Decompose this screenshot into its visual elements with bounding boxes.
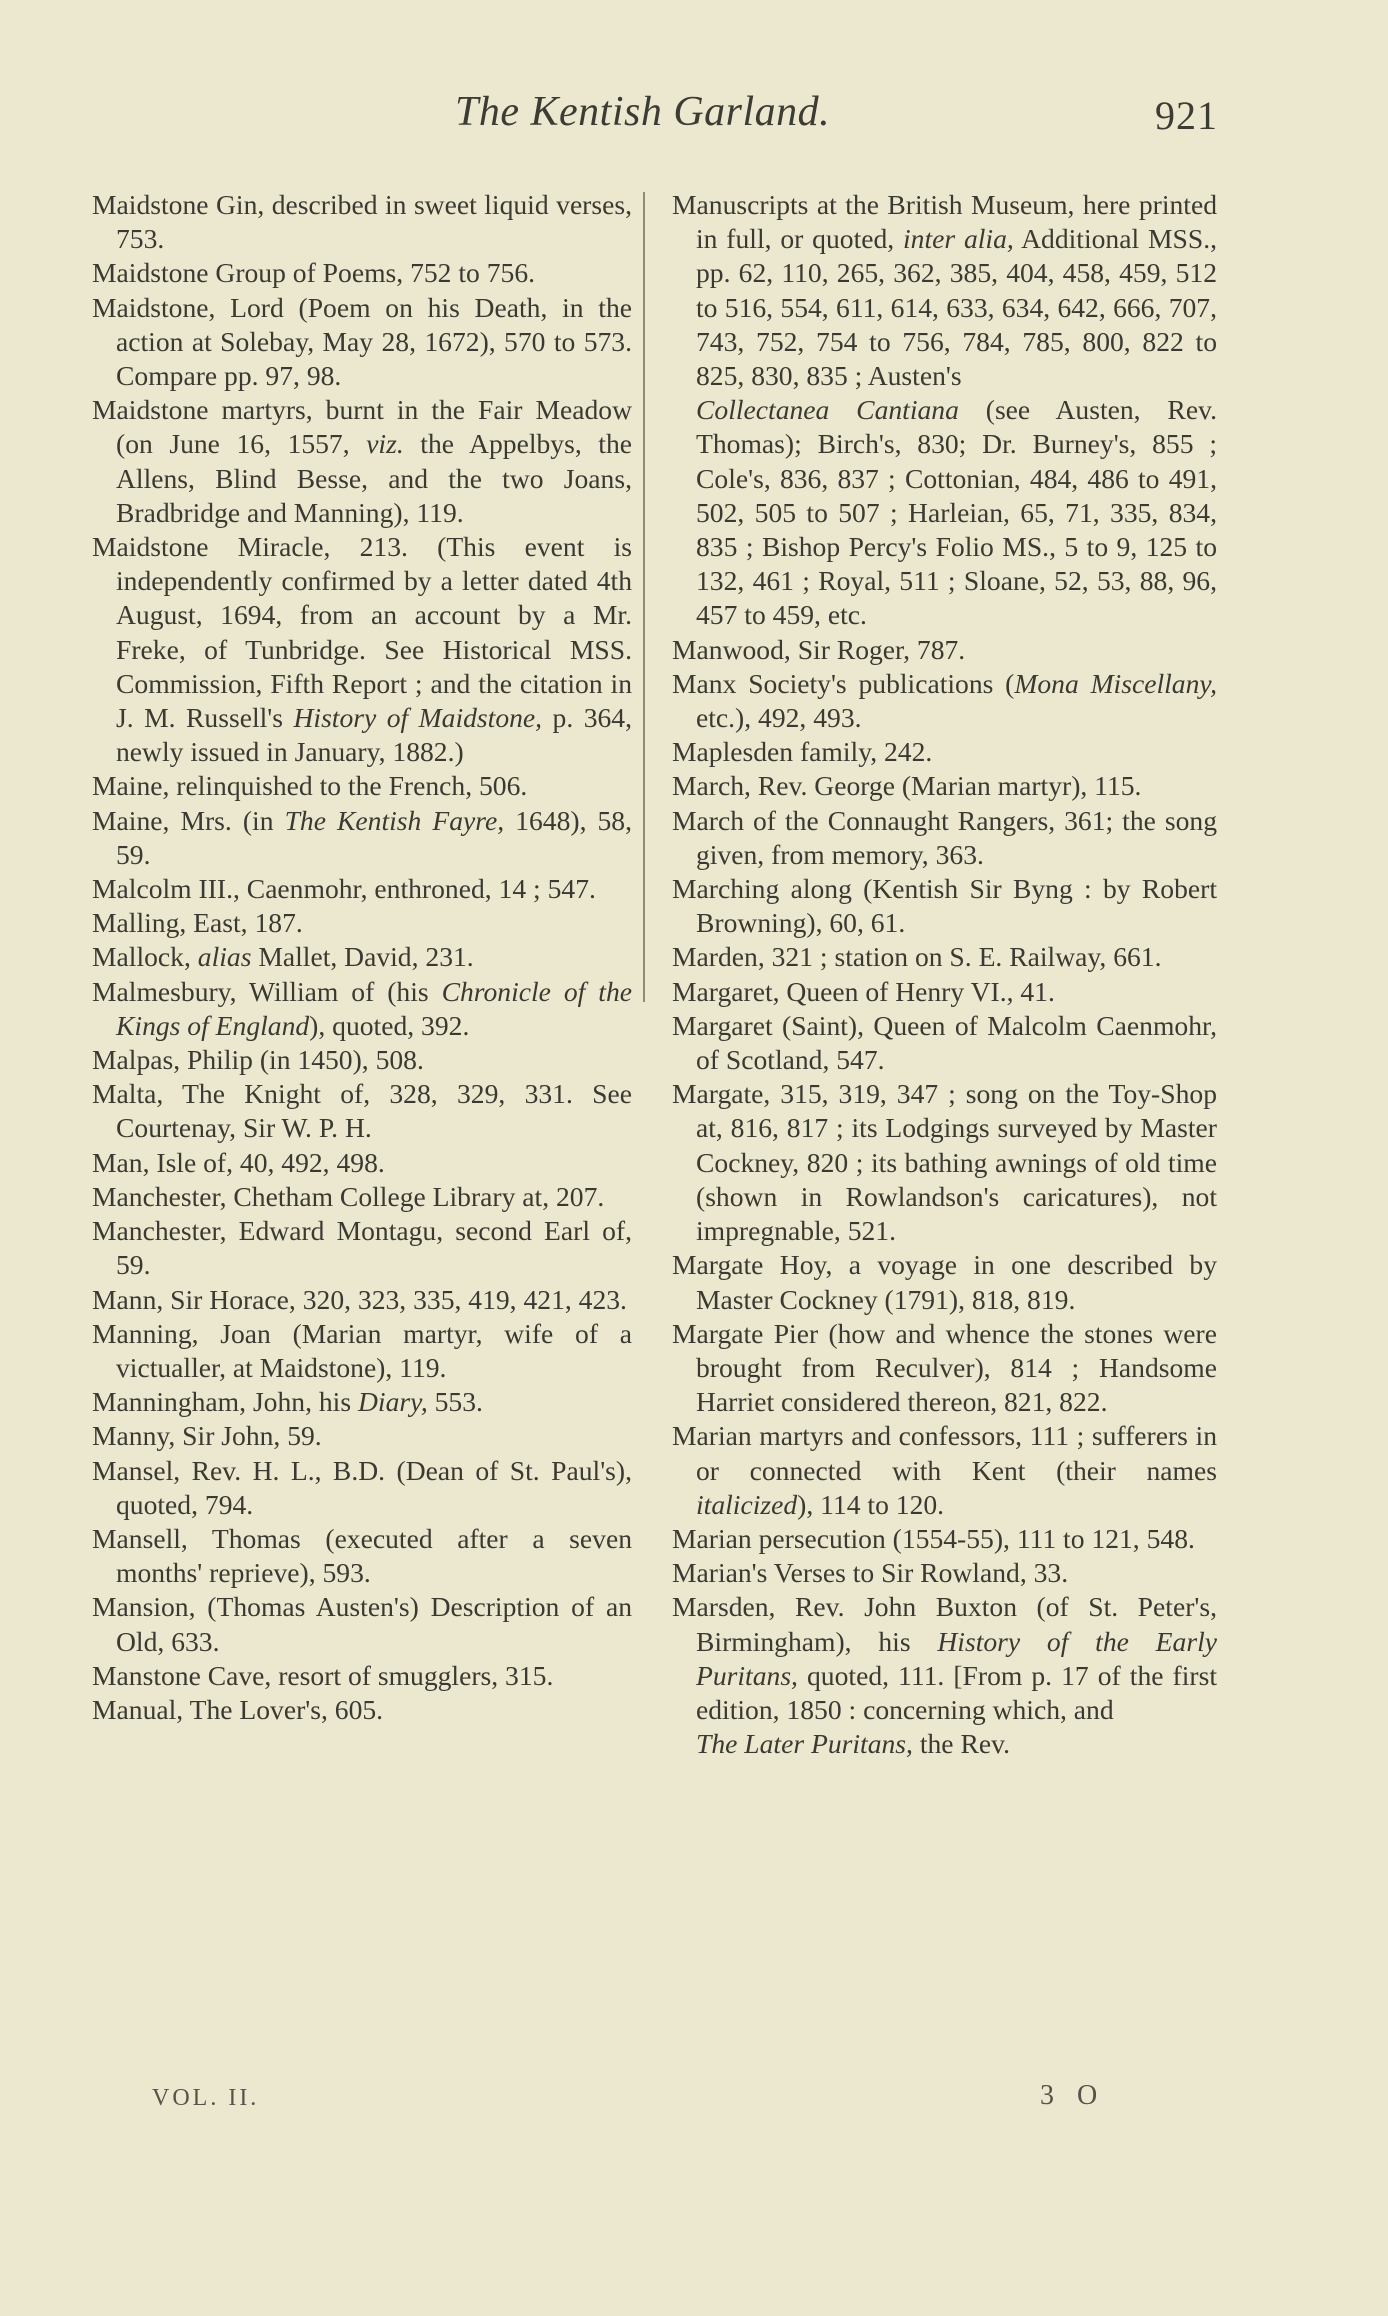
index-entry-text: the Appelbys, the Allens, Blind Besse, and the two Joans, Bradbridge and Manning), 119. — [116, 428, 632, 528]
index-entry-text: Manwood, Sir Roger, 787. — [672, 633, 966, 665]
index-entry-text: Marian martyrs and confessors, 111 ; sufferers in or connected with Kent (their names — [672, 1420, 1217, 1486]
index-entry — [92, 804, 632, 872]
index-entry-text: ), 114 to 120. — [797, 1488, 945, 1520]
index-entry — [92, 1590, 632, 1658]
index-entry — [672, 804, 1217, 872]
index-entry-italic: The Later Puritans, — [696, 1728, 913, 1760]
index-entry-text: (see Austen, Rev. Thomas); Birch's, 830; Dr. Burney's, 855 ; Cole's, 836, 837 ; Cottonian, 484, 486 to 491, 502, 505 to 507 ; Harleian, 65, 71, 335, 834, 835 ; Bishop Percy's Folio MS., 5 to 9, 125 to 132, 461 ; Royal, 511 ; Sloane, 52, 53, 88, 96, 457 to 459, etc. — [696, 394, 1217, 631]
index-entry — [672, 1077, 1217, 1248]
index-entry-italic: Diary, — [357, 1386, 428, 1418]
index-entry — [672, 1727, 1217, 1761]
index-entry-text: 553. — [427, 1386, 483, 1418]
index-entry-text: Manx Society's publications ( — [672, 667, 1015, 699]
index-entry — [672, 1556, 1217, 1590]
index-entry-text: Maidstone martyrs, burnt in the Fair Meadow (on June 16, 1557, — [92, 394, 632, 460]
index-entry-text: Malpas, Philip (in 1450), 508. — [92, 1044, 424, 1076]
index-entry-text: Margaret, Queen of Henry VI., 41. — [672, 975, 1055, 1007]
index-entry — [92, 1419, 632, 1453]
index-entry — [672, 667, 1217, 735]
index-entry-text: Mallock, — [92, 941, 198, 973]
index-entry — [92, 1283, 632, 1317]
index-entry-text: Maidstone Miracle, 213. (This event is independently confirmed by a letter dated 4th August, 1694, from an account by a Mr. Freke, of Tunbridge. See Historical MSS. Commission, Fifth Report ; and the citation in J. M. Russell's — [92, 531, 632, 734]
index-entry-italic: inter alia, — [903, 223, 1014, 255]
index-entry-text: Maplesden family, 242. — [672, 736, 933, 768]
index-entry-italic: History of Maidstone, — [293, 702, 543, 734]
index-entry — [672, 872, 1217, 940]
index-entry-text: Additional MSS., pp. 62, 110, 265, 362, 385, 404, 458, 459, 512 to 516, 554, 611, 614, 633, 634, 642, 666, 707, 743, 752, 754 to 756, 784, 785, 800, 822 to 825, 830, 835 ; Austen's — [696, 223, 1217, 392]
index-entry-text: Man, Isle of, 40, 492, 498. — [92, 1146, 385, 1178]
index-entry — [672, 393, 1217, 632]
index-entry — [672, 633, 1217, 667]
index-entry — [92, 1454, 632, 1522]
index-entry-text: Margate, 315, 319, 347 ; song on the Toy-Shop at, 816, 817 ; its Lodgings surveyed by Master Cockney, 820 ; its bathing awnings of old time (shown in Rowlandson's caricatures), not impregnable, 521. — [672, 1078, 1217, 1247]
index-column-right — [672, 188, 1217, 1761]
index-entry-text: Manuscripts at the British Museum, here printed in full, or quoted, — [672, 189, 1217, 255]
index-entry-text: etc.), 492, 493. — [696, 702, 862, 734]
index-entry — [672, 1522, 1217, 1556]
index-entry-text: Maine, Mrs. (in — [92, 804, 285, 836]
index-entry — [92, 1146, 632, 1180]
index-entry-text: Mansel, Rev. H. L., B.D. (Dean of St. Paul's), quoted, 794. — [92, 1454, 632, 1520]
index-entry-text: Malcolm III., Caenmohr, enthroned, 14 ; 547. — [92, 873, 596, 905]
index-entry-text: Manningham, John, his — [92, 1386, 358, 1418]
index-entry — [672, 940, 1217, 974]
index-entry-text: 1648), 58, 59. — [116, 804, 633, 870]
index-entry — [672, 1248, 1217, 1316]
index-entry-text: Mann, Sir Horace, 320, 323, 335, 419, 421, 423. — [92, 1283, 627, 1315]
index-entry-italic: Chronicle of the Kings of England — [116, 975, 633, 1041]
index-entry — [92, 1180, 632, 1214]
index-column-left — [92, 188, 632, 1727]
index-entry — [92, 188, 632, 256]
index-entry — [92, 872, 632, 906]
index-entry-text: Manual, The Lover's, 605. — [92, 1693, 384, 1725]
index-entry-text: quoted, 111. [From p. 17 of the first edition, 1850 : concerning which, and — [696, 1659, 1217, 1725]
index-entry-text: Mansion, (Thomas Austen's) Description of an Old, 633. — [92, 1591, 632, 1657]
index-entry — [672, 975, 1217, 1009]
index-entry — [672, 1009, 1217, 1077]
index-entry-text: Maidstone Group of Poems, 752 to 756. — [92, 257, 536, 289]
index-entry — [92, 1317, 632, 1385]
index-entry-text: Maidstone Gin, described in sweet liquid verses, 753. — [92, 189, 632, 255]
index-entry — [92, 1385, 632, 1419]
index-entry-text: March, Rev. George (Marian martyr), 115. — [672, 770, 1142, 802]
index-entry — [672, 769, 1217, 803]
index-entry — [92, 256, 632, 290]
index-entry-text: Margate Hoy, a voyage in one described by Master Cockney (1791), 818, 819. — [672, 1249, 1217, 1315]
index-entry-italic: The Kentish Fayre, — [284, 804, 505, 836]
index-entry-text: Manstone Cave, resort of smugglers, 315. — [92, 1659, 554, 1691]
index-entry — [92, 1214, 632, 1282]
footer-volume: VOL. II. — [152, 2085, 260, 2111]
index-entry — [92, 1043, 632, 1077]
index-entry-italic: History of the Early Puritans, — [696, 1625, 1217, 1691]
index-entry — [92, 530, 632, 769]
index-entry-italic: Mona Miscellany, — [1014, 667, 1217, 699]
index-entry-text: Marian's Verses to Sir Rowland, 33. — [672, 1557, 1069, 1589]
index-entry-text: Marching along (Kentish Sir Byng : by Robert Browning), 60, 61. — [672, 873, 1217, 939]
index-entry-text: Manchester, Chetham College Library at, 207. — [92, 1180, 605, 1212]
index-entry — [92, 906, 632, 940]
index-entry — [672, 735, 1217, 769]
index-entry-italic: alias — [197, 941, 252, 973]
index-entry-text: p. 364, newly issued in January, 1882.) — [116, 702, 632, 768]
index-entry — [672, 1419, 1217, 1522]
index-entry — [92, 1659, 632, 1693]
index-entry-text: Marian persecution (1554-55), 111 to 121, 548. — [672, 1522, 1195, 1554]
index-entry — [92, 393, 632, 530]
column-divider — [643, 192, 645, 1002]
index-entry — [92, 769, 632, 803]
index-entry — [92, 940, 632, 974]
index-entry-text: ), quoted, 392. — [309, 1009, 470, 1041]
index-entry — [672, 1590, 1217, 1727]
index-entry-text: Malmesbury, William of (his — [92, 975, 442, 1007]
index-entry-text: Margaret (Saint), Queen of Malcolm Caenmohr, of Scotland, 547. — [672, 1009, 1217, 1076]
index-entry — [92, 1693, 632, 1727]
printer-signature: 3 O — [1040, 2080, 1106, 2111]
index-entry-text: Malling, East, 187. — [92, 907, 303, 939]
index-entry — [92, 1077, 632, 1145]
index-entry-italic: Collectanea Cantiana — [696, 394, 959, 426]
index-entry-text: Manning, Joan (Marian martyr, wife of a victualler, at Maidstone), 119. — [92, 1317, 632, 1383]
index-entry-text: Manny, Sir John, 59. — [92, 1420, 322, 1452]
index-entry-italic: viz. — [366, 428, 404, 460]
page-number: 921 — [1155, 93, 1218, 138]
index-entry-italic: italicized — [696, 1488, 798, 1520]
index-entry-text: Malta, The Knight of, 328, 329, 331. See Courtenay, Sir W. P. H. — [92, 1078, 632, 1144]
page-header-title: The Kentish Garland. — [455, 89, 831, 135]
index-entry-text: March of the Connaught Rangers, 361; the song given, from memory, 363. — [672, 804, 1217, 870]
index-entry-text: Maine, relinquished to the French, 506. — [92, 770, 528, 802]
index-entry — [92, 975, 632, 1043]
index-entry-text: Marden, 321 ; station on S. E. Railway, 661. — [672, 941, 1162, 973]
index-entry-text: Maidstone, Lord (Poem on his Death, in the action at Solebay, May 28, 1672), 570 to 573. Compare pp. 97, 98. — [92, 291, 632, 392]
index-entry — [672, 1317, 1217, 1420]
index-entry — [92, 1522, 632, 1590]
index-entry-text: Manchester, Edward Montagu, second Earl of, 59. — [92, 1215, 632, 1281]
index-entry-text: the Rev. — [912, 1728, 1011, 1760]
index-entry-text: Mallet, David, 231. — [251, 941, 474, 973]
index-entry-text: Margate Pier (how and whence the stones were brought from Reculver), 814 ; Handsome Harriet considered thereon, 821, 822. — [672, 1317, 1217, 1418]
index-entry — [92, 291, 632, 394]
index-entry — [672, 188, 1217, 393]
index-entry-text: Mansell, Thomas (executed after a seven months' reprieve), 593. — [92, 1522, 632, 1589]
index-entry-text: Marsden, Rev. John Buxton (of St. Peter's, Birmingham), his — [672, 1591, 1217, 1657]
